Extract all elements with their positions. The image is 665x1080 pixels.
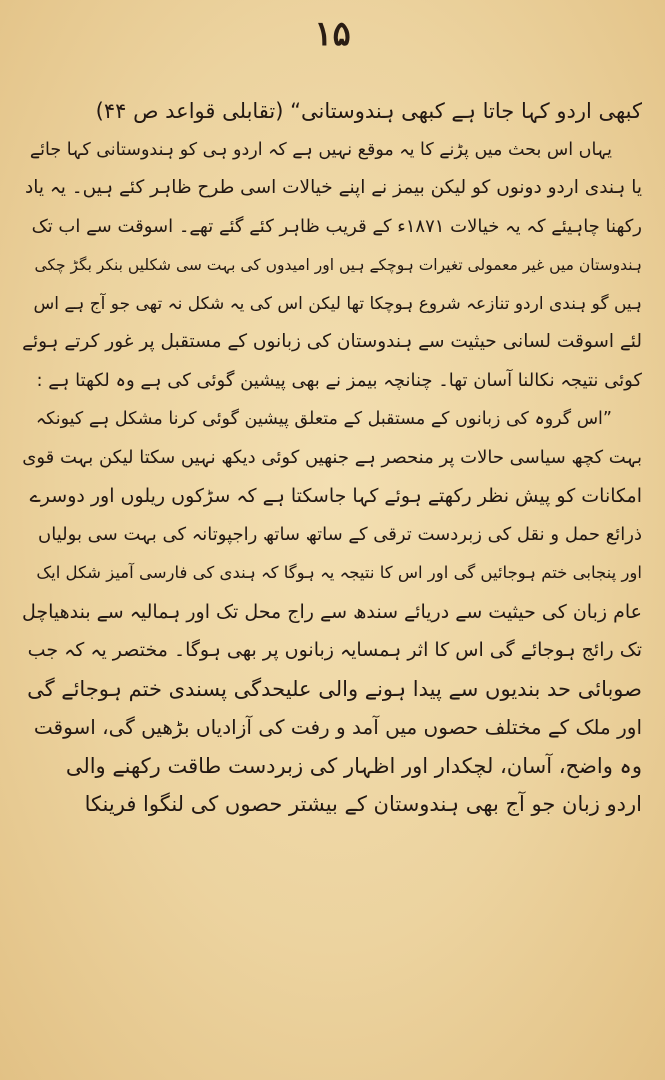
quote-line: اور ملک کے مختلف حصوں میں آمد و رفت کی آزادیاں بڑھیں گی، اسوقت — [33, 715, 642, 739]
quote-line: ذرائع حمل و نقل کی زبردست ترقی کے ساتھ ساتھ راجپوتانہ کی بہت سی بولیاں — [38, 523, 642, 545]
quote-line: تک رائج ہوجائے گی اس کا اثر ہمسایہ زبانوں پر بھی ہوگا۔ مختصر یہ کہ جب — [27, 639, 642, 661]
page-number: ۱۵ — [314, 14, 351, 54]
quote-line: امکانات کو پیش نظر رکھتے ہوئے کہا جاسکتا ہے کہ سڑکوں ریلوں اور دوسرے — [29, 485, 642, 507]
quote-line: اردو زبان جو آج بھی ہندوستان کے بیشتر حصوں کی لنگوا فرینکا — [84, 792, 642, 816]
quote-line: عام زبان کی حیثیت سے دریائے سندھ سے راج محل تک اور ہمالیہ سے بندھیاچل — [22, 600, 642, 623]
text-line: ہیں گو ہندی اردو تنازعہ شروع ہوچکا تھا لیکن اس کی یہ شکل نہ تھی جو آج ہے اس — [33, 293, 642, 314]
text-line: یہاں اس بحث میں پڑنے کا یہ موقع نہیں ہے کہ اردو ہی کو ہندوستانی کہا جائے — [29, 139, 612, 160]
quote-line: صوبائی حد بندیوں سے پیدا ہونے والی علیحدگی پسندی ختم ہوجائے گی — [27, 676, 642, 701]
quote-line: ”اس گروہ کی زبانوں کے مستقبل کے متعلق پیشین گوئی کرنا مشکل ہے کیونکہ — [35, 409, 612, 429]
text-line: یا ہندی اردو دونوں کو لیکن بیمز نے اپنے خیالات اسی طرح ظاہر کئے ہیں۔ یہ یاد — [25, 177, 642, 198]
quote-line: وہ واضح، آسان، لچکدار اور اظہار کی زبردست طاقت رکھنے والی — [65, 753, 642, 778]
body-text — [22, 92, 642, 824]
text-line: ہندوستان میں غیر معمولی تغیرات ہوچکے ہیں اور امیدوں کی بہت سی شکلیں بنکر بگڑ چکی — [34, 256, 642, 274]
text-line: کوئی نتیجہ نکالنا آسان تھا۔ چنانچہ بیمز نے بھی پیشین گوئی کی ہے وہ لکھتا ہے : — [36, 369, 642, 391]
quote-line: اور پنجابی ختم ہوجائیں گی اور اس کا نتیجہ یہ ہوگا کہ ہندی کی فارسی آمیز شکل ایک — [36, 563, 642, 582]
text-line: لئے اسوقت لسانی حیثیت سے ہندوستان کی زبانوں کے مستقبل پر غور کرتے ہوئے — [22, 331, 642, 352]
text-line: کبھی اردو کہا جاتا ہے کبھی ہندوستانی“ (تقابلی قواعد ص ۴۴) — [95, 99, 642, 123]
quote-line: بہت کچھ سیاسی حالات پر منحصر ہے جنھیں کوئی دیکھ نہیں سکتا لیکن بہت قوی — [22, 446, 642, 468]
text-line: رکھنا چاہیئے کہ یہ خیالات ۱۸۷۱ء کے قریب ظاہر کئے گئے تھے۔ اسوقت سے اب تک — [31, 215, 642, 237]
